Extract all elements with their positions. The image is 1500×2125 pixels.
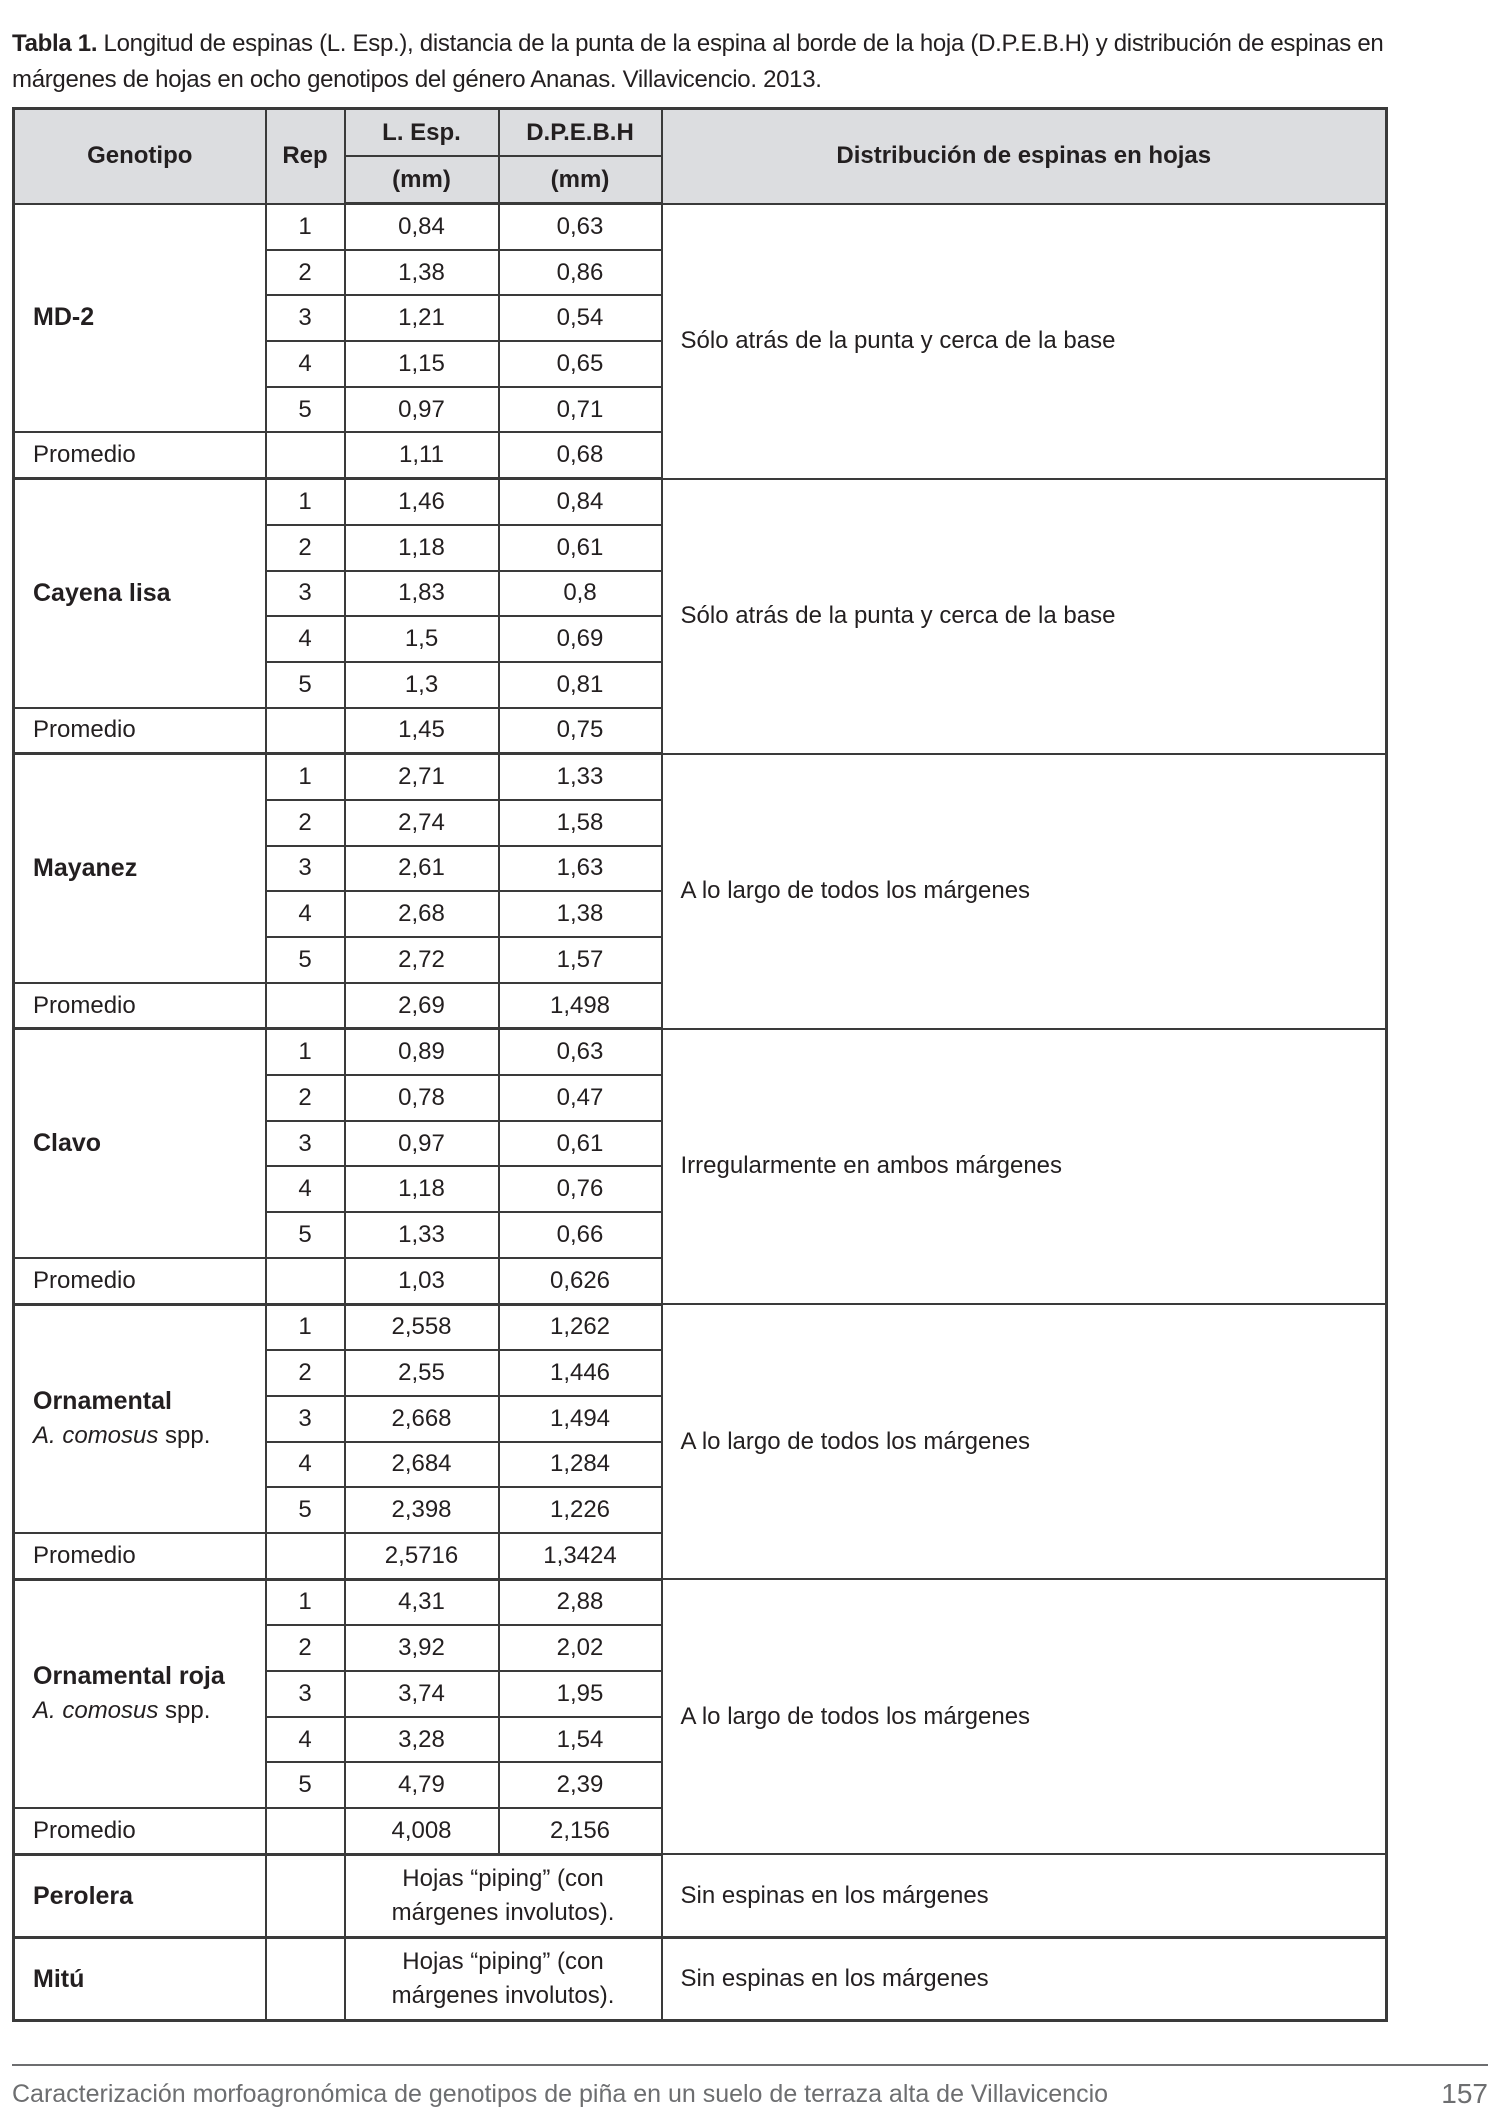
spine-length: 2,71 (345, 754, 499, 800)
table-row (14, 1854, 1387, 1937)
genotype-name (14, 1579, 266, 1808)
header-genotipo: Genotipo (14, 109, 266, 204)
table-row (14, 1937, 1387, 2020)
leaf-note-line: Hojas “piping” (con (402, 1864, 604, 1892)
spine-distance: 1,226 (499, 1487, 662, 1533)
table-row (14, 204, 1387, 250)
spine-distance: 2,88 (499, 1579, 662, 1625)
header-lesp: L. Esp. (345, 109, 499, 157)
average-label: Promedio (14, 432, 266, 478)
rep-number: 4 (266, 341, 345, 387)
spine-length: 1,3 (345, 662, 499, 708)
spine-length: 2,55 (345, 1350, 499, 1396)
leaf-note (345, 1854, 662, 1937)
spine-distribution: Irregularmente en ambos márgenes (662, 1029, 1387, 1304)
spine-length: 4,31 (345, 1579, 499, 1625)
species-name: A. comosus (33, 1422, 159, 1450)
average-spine-distance: 0,75 (499, 708, 662, 754)
table-caption (12, 26, 1492, 98)
spine-distance: 1,95 (499, 1671, 662, 1717)
spine-distance: 0,63 (499, 204, 662, 250)
header-dpebh: D.P.E.B.H (499, 109, 662, 157)
rep-number: 5 (266, 387, 345, 433)
average-rep-empty (266, 1808, 345, 1854)
rep-number: 3 (266, 1121, 345, 1167)
spine-length: 1,33 (345, 1212, 499, 1258)
rep-number: 5 (266, 937, 345, 983)
table-body (14, 204, 1387, 2021)
spine-distance: 1,284 (499, 1442, 662, 1488)
average-spine-length: 2,69 (345, 983, 499, 1029)
genotype-name (14, 204, 266, 433)
rep-number: 2 (266, 800, 345, 846)
spine-length: 2,72 (345, 937, 499, 983)
header-lesp-unit: (mm) (345, 156, 499, 204)
table-row (14, 754, 1387, 800)
rep-number: 1 (266, 479, 345, 525)
header-dpebh-unit: (mm) (499, 156, 662, 204)
spine-length: 4,79 (345, 1762, 499, 1808)
genotype-name (14, 1304, 266, 1533)
rep-empty (266, 1937, 345, 2020)
footer-title: Caracterización morfoagronómica de genotipos de piña en un suelo de terraza alta de Villavicencio (12, 2080, 1109, 2108)
spine-length: 0,84 (345, 204, 499, 250)
genotype-label: Cayena lisa (33, 578, 171, 607)
average-label: Promedio (14, 708, 266, 754)
spine-length: 2,684 (345, 1442, 499, 1488)
average-label: Promedio (14, 1258, 266, 1304)
leaf-note-line: Hojas “piping” (con (402, 1947, 604, 1975)
spine-distance: 1,58 (499, 800, 662, 846)
rep-number: 3 (266, 295, 345, 341)
spine-length: 3,74 (345, 1671, 499, 1717)
spine-length: 1,38 (345, 250, 499, 296)
spine-distance: 1,63 (499, 846, 662, 892)
spine-distribution: A lo largo de todos los márgenes (662, 1304, 1387, 1579)
average-spine-length: 2,5716 (345, 1533, 499, 1579)
average-spine-length: 1,45 (345, 708, 499, 754)
spine-length: 3,28 (345, 1717, 499, 1763)
rep-number: 5 (266, 1762, 345, 1808)
spine-distance: 1,446 (499, 1350, 662, 1396)
spine-length: 1,18 (345, 525, 499, 571)
spine-distance: 0,47 (499, 1075, 662, 1121)
table-row (14, 1029, 1387, 1075)
spine-distance: 0,54 (499, 295, 662, 341)
spine-distance: 0,69 (499, 616, 662, 662)
header-rep: Rep (266, 109, 345, 204)
spine-length: 3,92 (345, 1625, 499, 1671)
spine-length: 2,74 (345, 800, 499, 846)
genotype-name: Perolera (14, 1854, 266, 1937)
spine-distribution: A lo largo de todos los márgenes (662, 1579, 1387, 1854)
average-rep-empty (266, 432, 345, 478)
average-rep-empty (266, 708, 345, 754)
genotype-label: Mayanez (33, 853, 138, 882)
leaf-note-line: márgenes involutos). (391, 1898, 615, 1926)
average-spine-length: 4,008 (345, 1808, 499, 1854)
spine-distance: 0,81 (499, 662, 662, 708)
average-spine-length: 1,11 (345, 432, 499, 478)
spine-distribution: Sin espinas en los márgenes (662, 1854, 1387, 1937)
genotype-name: Mitú (14, 1937, 266, 2020)
rep-number: 2 (266, 1075, 345, 1121)
spine-distance: 0,86 (499, 250, 662, 296)
spine-length: 2,61 (345, 846, 499, 892)
spine-distribution: Sólo atrás de la punta y cerca de la base (662, 204, 1387, 479)
spine-distance: 1,33 (499, 754, 662, 800)
spine-data-table (12, 107, 1388, 2022)
spine-distance: 0,8 (499, 571, 662, 617)
species-suffix: spp. (158, 1697, 211, 1725)
rep-number: 4 (266, 1717, 345, 1763)
spine-distance: 1,57 (499, 937, 662, 983)
spine-distance: 0,71 (499, 387, 662, 433)
spine-length: 1,18 (345, 1166, 499, 1212)
spine-distance: 1,494 (499, 1396, 662, 1442)
rep-number: 1 (266, 1029, 345, 1075)
spine-distance: 0,76 (499, 1166, 662, 1212)
spine-length: 2,398 (345, 1487, 499, 1533)
rep-number: 4 (266, 1442, 345, 1488)
rep-number: 4 (266, 1166, 345, 1212)
average-spine-distance: 0,626 (499, 1258, 662, 1304)
genotype-name (14, 754, 266, 983)
footer-divider (12, 2064, 1488, 2066)
average-rep-empty (266, 1533, 345, 1579)
rep-empty (266, 1854, 345, 1937)
table-row (14, 1579, 1387, 1625)
species-name: A. comosus (33, 1697, 159, 1725)
spine-length: 2,668 (345, 1396, 499, 1442)
rep-number: 5 (266, 662, 345, 708)
leaf-note (345, 1937, 662, 2020)
spine-distance: 0,61 (499, 1121, 662, 1167)
spine-length: 1,83 (345, 571, 499, 617)
spine-length: 1,46 (345, 479, 499, 525)
rep-number: 2 (266, 525, 345, 571)
rep-number: 4 (266, 616, 345, 662)
spine-distribution: A lo largo de todos los márgenes (662, 754, 1387, 1029)
page-number: 157 (1441, 2078, 1488, 2109)
average-rep-empty (266, 1258, 345, 1304)
average-spine-distance: 0,68 (499, 432, 662, 478)
spine-distance: 0,65 (499, 341, 662, 387)
average-spine-length: 1,03 (345, 1258, 499, 1304)
rep-number: 2 (266, 1350, 345, 1396)
rep-number: 4 (266, 891, 345, 937)
genotype-label: Ornamental (33, 1387, 172, 1416)
genotype-label: Ornamental roja (33, 1662, 225, 1691)
spine-length: 1,21 (345, 295, 499, 341)
rep-number: 5 (266, 1212, 345, 1258)
rep-number: 2 (266, 250, 345, 296)
average-label: Promedio (14, 983, 266, 1029)
genotype-name (14, 479, 266, 708)
rep-number: 3 (266, 571, 345, 617)
spine-distance: 0,61 (499, 525, 662, 571)
table-row (14, 479, 1387, 525)
rep-number: 3 (266, 846, 345, 892)
spine-length: 0,97 (345, 1121, 499, 1167)
table-row (14, 1304, 1387, 1350)
caption-label: Tabla 1. (12, 30, 98, 57)
leaf-note-line: márgenes involutos). (391, 1981, 615, 2009)
species-suffix: spp. (158, 1422, 211, 1450)
spine-distance: 2,02 (499, 1625, 662, 1671)
spine-length: 0,97 (345, 387, 499, 433)
rep-number: 1 (266, 1579, 345, 1625)
rep-number: 1 (266, 754, 345, 800)
average-label: Promedio (14, 1533, 266, 1579)
genotype-species (33, 1422, 265, 1450)
spine-distance: 0,63 (499, 1029, 662, 1075)
average-spine-distance: 2,156 (499, 1808, 662, 1854)
average-label: Promedio (14, 1808, 266, 1854)
spine-length: 2,68 (345, 891, 499, 937)
spine-distance: 1,38 (499, 891, 662, 937)
spine-distribution: Sin espinas en los márgenes (662, 1937, 1387, 2020)
spine-distribution: Sólo atrás de la punta y cerca de la base (662, 479, 1387, 754)
spine-distance: 1,54 (499, 1717, 662, 1763)
rep-number: 3 (266, 1396, 345, 1442)
average-spine-distance: 1,498 (499, 983, 662, 1029)
header-distribucion: Distribución de espinas en hojas (662, 109, 1387, 204)
spine-distance: 2,39 (499, 1762, 662, 1808)
rep-number: 2 (266, 1625, 345, 1671)
header-row (14, 109, 1387, 157)
spine-length: 1,5 (345, 616, 499, 662)
rep-number: 1 (266, 204, 345, 250)
genotype-label: MD-2 (33, 303, 95, 332)
spine-distance: 0,84 (499, 479, 662, 525)
spine-length: 1,15 (345, 341, 499, 387)
spine-distance: 0,66 (499, 1212, 662, 1258)
spine-length: 0,78 (345, 1075, 499, 1121)
average-rep-empty (266, 983, 345, 1029)
genotype-label: Clavo (33, 1129, 102, 1158)
spine-distance: 1,262 (499, 1304, 662, 1350)
rep-number: 1 (266, 1304, 345, 1350)
rep-number: 5 (266, 1487, 345, 1533)
rep-number: 3 (266, 1671, 345, 1717)
spine-length: 0,89 (345, 1029, 499, 1075)
genotype-name (14, 1029, 266, 1258)
genotype-species (33, 1697, 265, 1725)
average-spine-distance: 1,3424 (499, 1533, 662, 1579)
caption-text: Longitud de espinas (L. Esp.), distancia de la punta de la espina al borde de la hoja (D.P.E.B.H) y distribución de espinas en márgenes de hojas en ocho genotipos del género Ananas. Villavicencio. 2013. (12, 30, 1384, 93)
spine-length: 2,558 (345, 1304, 499, 1350)
